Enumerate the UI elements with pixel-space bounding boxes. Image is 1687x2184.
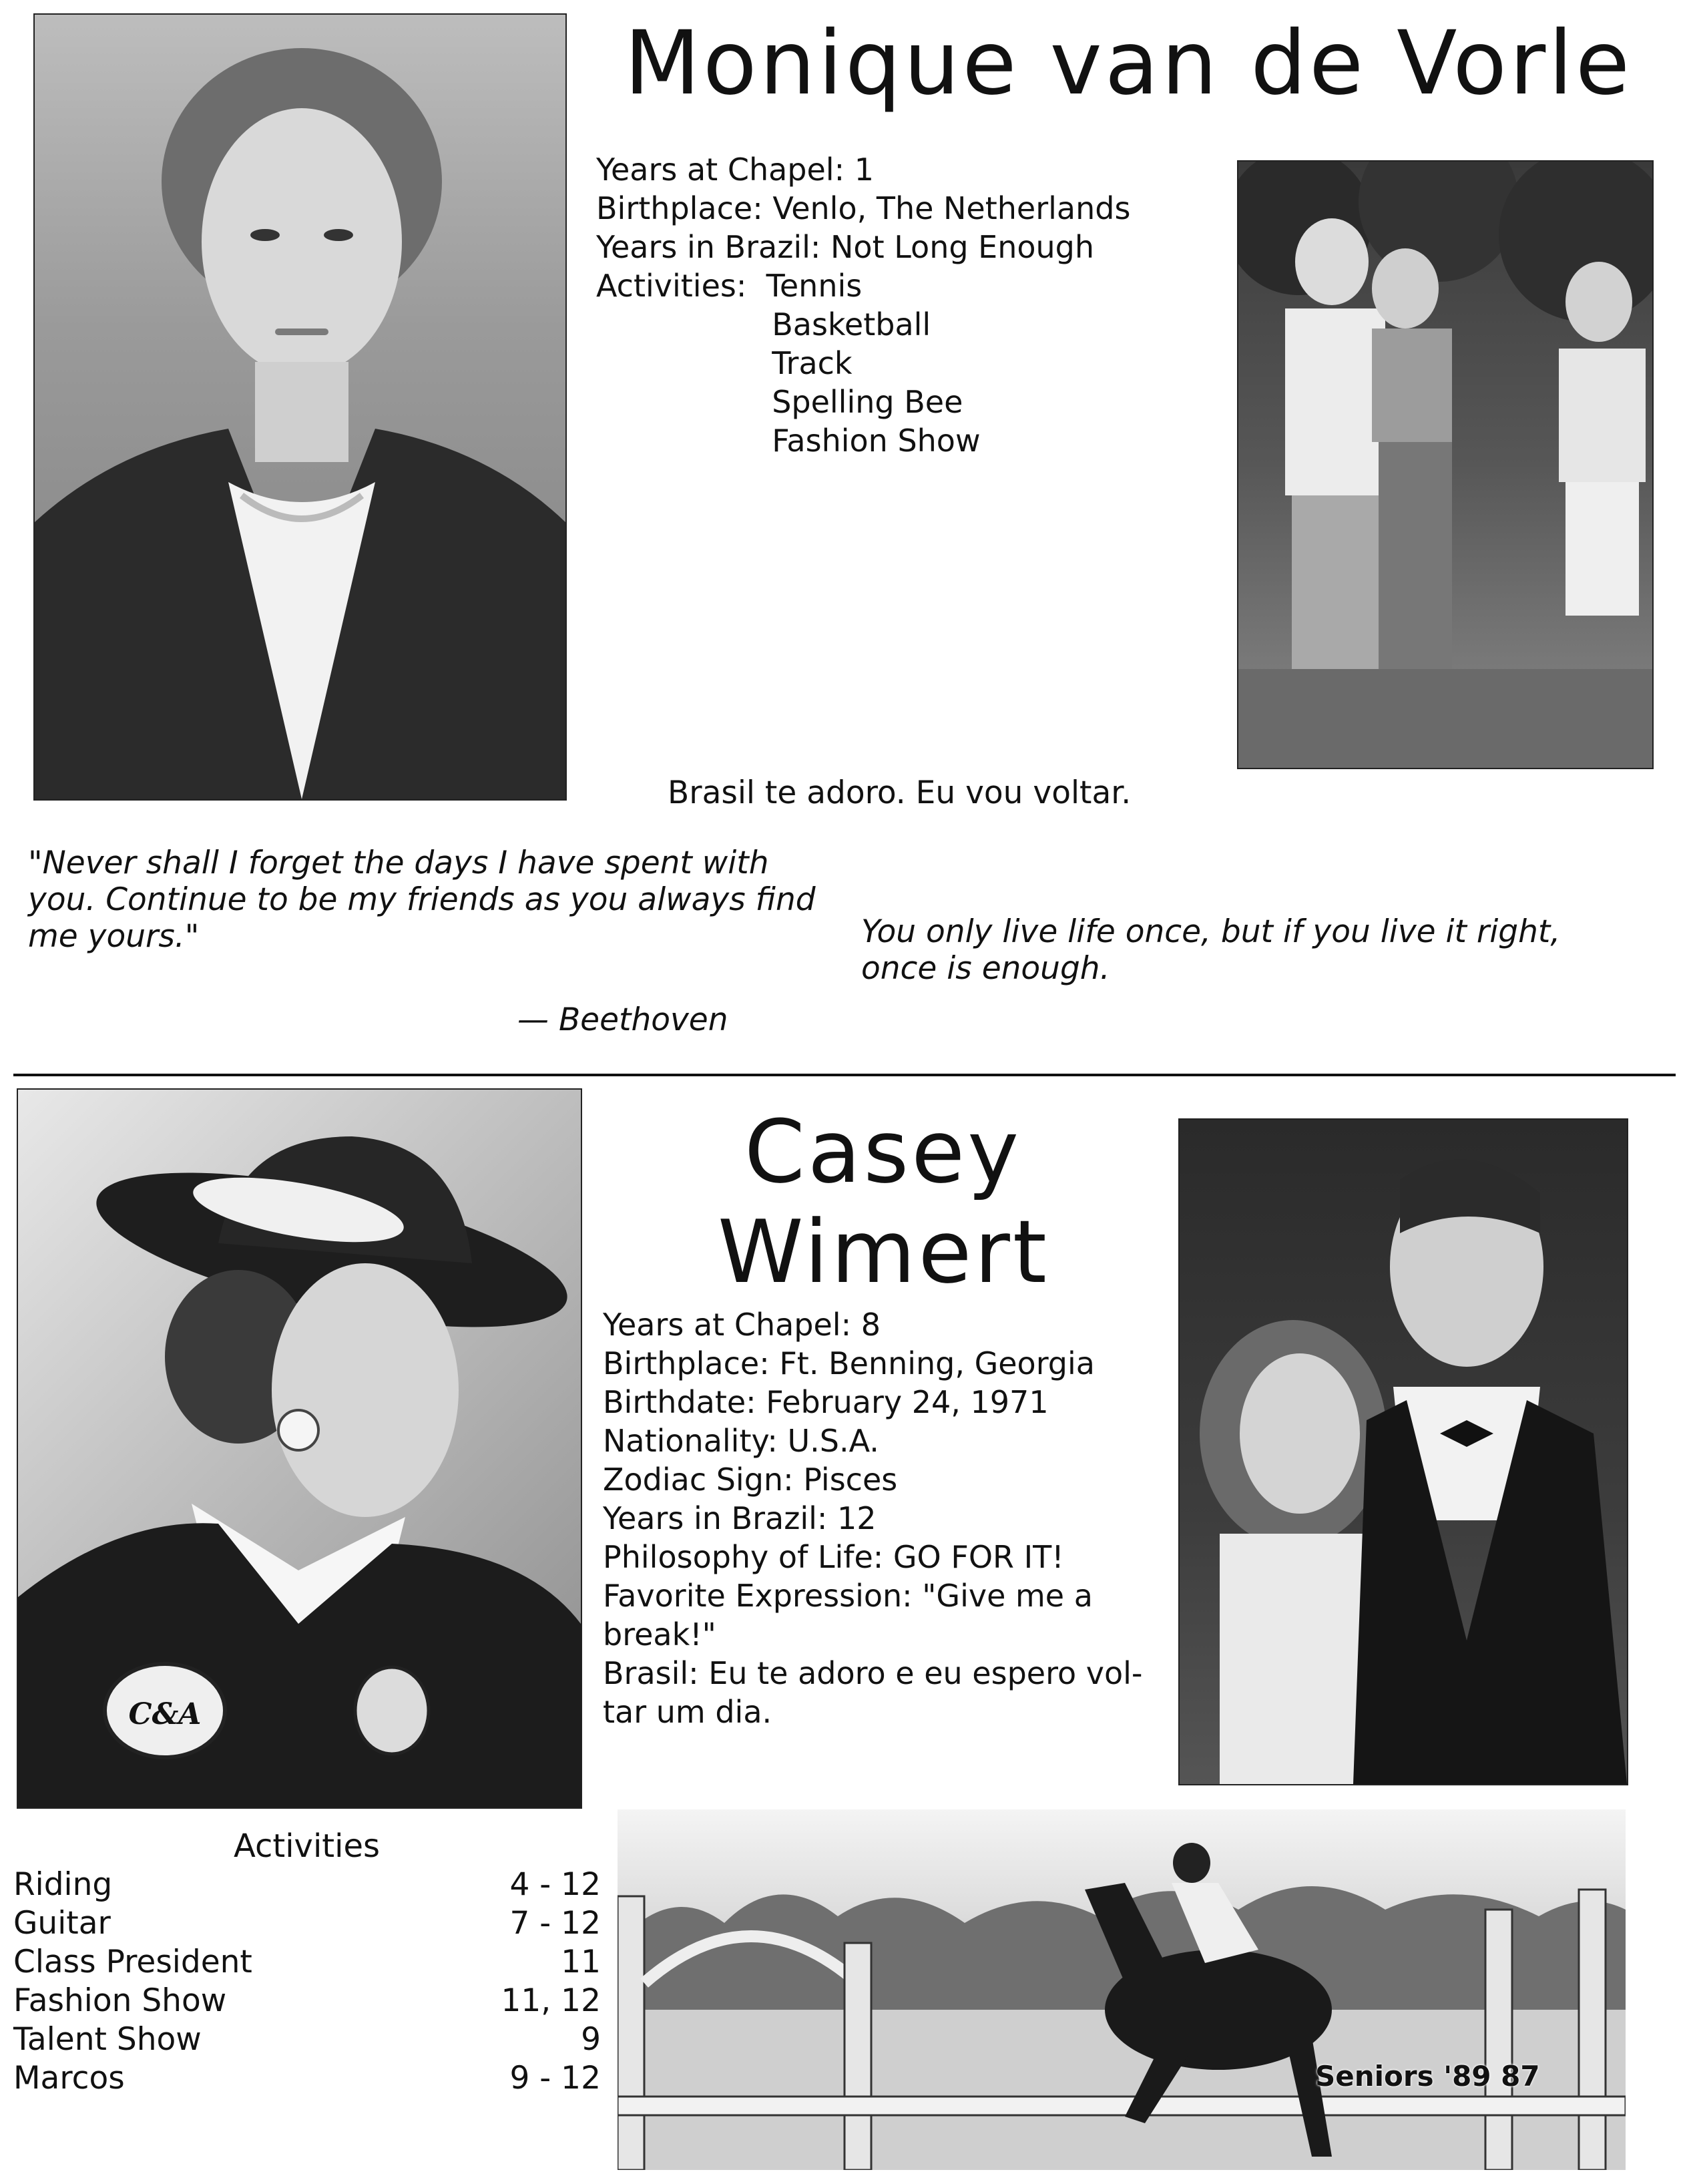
casey-info-line: Brasil: Eu te adoro e eu espero vol- <box>603 1655 1143 1691</box>
activity-years: 11, 12 <box>501 1982 601 2019</box>
activity-years: 9 <box>581 2021 601 2058</box>
monique-info-line: Fashion Show <box>596 423 981 459</box>
casey-name-line1: Casey <box>744 1101 1022 1203</box>
casey-portrait-photo <box>17 1088 582 1809</box>
activity-name: Guitar <box>13 1905 111 1942</box>
casey-info-line: Birthplace: Ft. Benning, Georgia <box>603 1345 1095 1381</box>
casey-name-line2: Wimert <box>718 1201 1049 1303</box>
casey-activities-list <box>13 1866 601 2107</box>
activity-name: Marcos <box>13 2060 125 2097</box>
casey-info-line: break!" <box>603 1616 716 1653</box>
activity-name: Fashion Show <box>13 1982 227 2019</box>
monique-info-line: Track <box>596 345 853 381</box>
casey-activities-heading: Activities <box>234 1827 380 1865</box>
monique-name-heading: Monique van de Vorle <box>624 12 1633 115</box>
casey-info-line: Zodiac Sign: Pisces <box>603 1462 898 1498</box>
monique-info-line: Years at Chapel: 1 <box>596 152 874 188</box>
casey-riding-photo <box>618 1809 1626 2170</box>
section-divider <box>13 1074 1676 1076</box>
casey-info-line: Nationality: U.S.A. <box>603 1423 879 1459</box>
casey-info-line: Favorite Expression: "Give me a <box>603 1578 1093 1614</box>
monique-info-line: Basketball <box>596 306 931 343</box>
monique-info-line: Spelling Bee <box>596 384 963 420</box>
monique-candid-photo <box>1237 160 1654 769</box>
activity-row <box>13 1905 601 1944</box>
activity-row <box>13 2021 601 2060</box>
activity-years: 4 - 12 <box>509 1866 601 1903</box>
shirt-logo-text: C&A <box>128 1697 202 1731</box>
casey-info-block <box>603 1305 1177 1731</box>
activity-name: Riding <box>13 1866 113 1903</box>
monique-info-block <box>596 150 1170 460</box>
page-footer: Seniors '89 87 <box>1315 2060 1540 2093</box>
activity-name: Class President <box>13 1944 252 1980</box>
monique-info-line: Years in Brazil: Not Long Enough <box>596 229 1095 265</box>
activity-years: 7 - 12 <box>509 1905 601 1942</box>
casey-info-line: tar um dia. <box>603 1694 772 1730</box>
monique-info-line: Activities: Tennis <box>596 268 863 304</box>
monique-quote-attribution: — Beethoven <box>517 1002 728 1038</box>
monique-closing-line: Brasil te adoro. Eu vou voltar. <box>668 775 1132 811</box>
activity-years: 9 - 12 <box>509 2060 601 2097</box>
activity-row <box>13 1982 601 2021</box>
activity-name: Talent Show <box>13 2021 202 2058</box>
activity-years: 11 <box>561 1944 601 1980</box>
casey-info-line: Birthdate: February 24, 1971 <box>603 1384 1049 1420</box>
casey-info-line: Years in Brazil: 12 <box>603 1500 877 1536</box>
monique-motto: You only live life once, but if you live it right, once is enough. <box>861 913 1561 987</box>
activity-row <box>13 1944 601 1982</box>
monique-portrait-photo <box>33 13 567 801</box>
casey-info-line: Philosophy of Life: GO FOR IT! <box>603 1539 1064 1575</box>
casey-formal-photo <box>1178 1118 1628 1785</box>
monique-info-line: Birthplace: Venlo, The Netherlands <box>596 190 1131 226</box>
activity-row <box>13 2060 601 2099</box>
casey-info-line: Years at Chapel: 8 <box>603 1307 881 1343</box>
monique-quote: "Never shall I forget the days I have spent with you. Continue to be my friends as you always find me yours." <box>28 845 816 955</box>
activity-row <box>13 1866 601 1905</box>
